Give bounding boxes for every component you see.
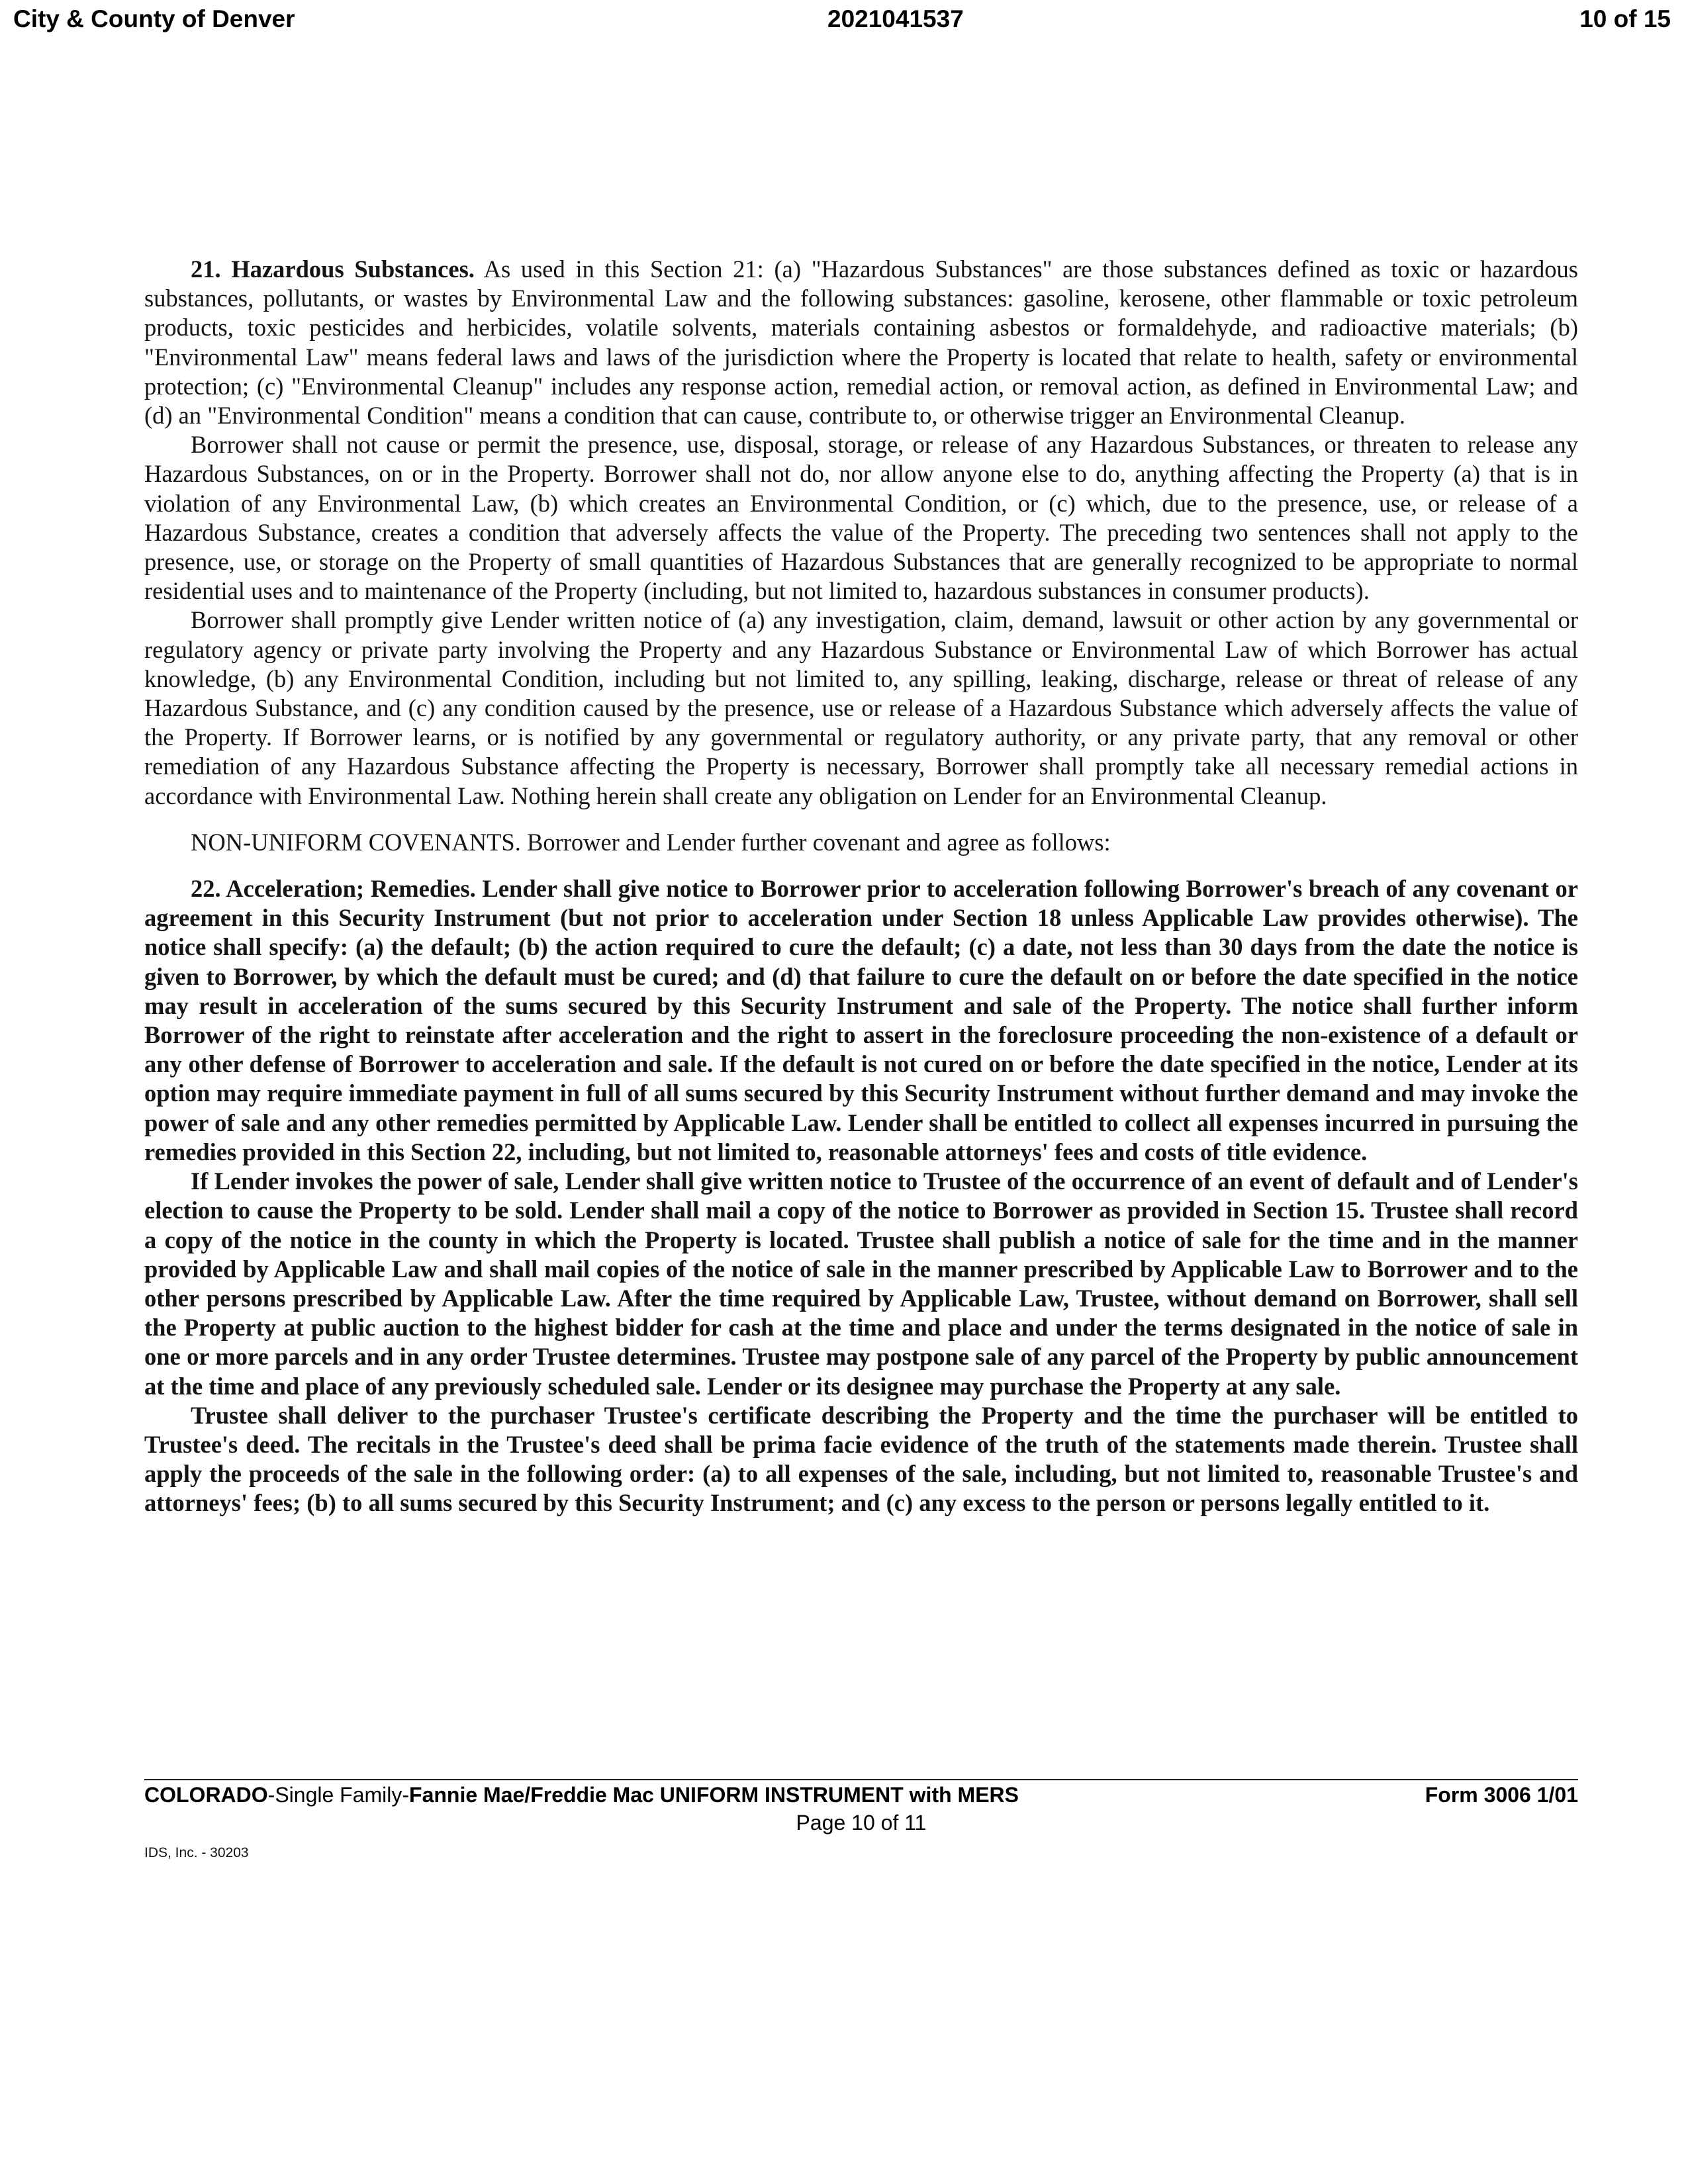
section-21-heading: 21. Hazardous Substances. [191,255,475,283]
county-name: City & County of Denver [13,5,295,32]
ids-code: IDS, Inc. - 30203 [144,1845,249,1860]
non-uniform-covenants: NON-UNIFORM COVENANTS. Borrower and Lender further covenant and agree as follows: [191,828,1111,856]
footer-type: -Single Family- [267,1783,410,1807]
recording-header [0,0,1688,40]
page-number: Page 10 of 11 [796,1811,927,1835]
section-21-text: As used in this Section 21: (a) "Hazardous Substances" are those substances defined as toxic or hazardous substances, pollutants, or wastes by Environmental Law and the following substances: gasoline, kerosene, other flammable or toxic petroleum products, toxic pesticides and herbicides, volatile solvents, materials containing asbestos or formaldehyde, and radioactive materials; (b) "Environmental Law" means federal laws and laws of the jurisdiction where the Property is located that relate to health, safety or environmental protection; (c) "Environmental Cleanup" includes any response action, remedial action, or removal action, as defined in Environmental Law; and (d) an "Environmental Condition" means a condition that can cause, contribute to, or otherwise trigger an Environmental Cleanup. [144,255,1578,430]
recording-page-count: 10 of 15 [1579,5,1671,32]
form-footer [144,1783,1578,1843]
instrument-title [144,1783,1019,1807]
footer-divider [144,1779,1578,1780]
form-number: Form 3006 1/01 [1425,1783,1578,1807]
reception-number: 2021041537 [827,5,964,32]
section-22-paragraph-2: If Lender invokes the power of sale, Lender shall give written notice to Trustee of the occurrence of an event of default and of Lender's election to cause the Property to be sold. Lender shall mail a copy of the notice to Borrower as provided in Section 15. Trustee shall record a copy of the notice in the county in which the Property is located. Trustee shall publish a notice of sale for the time and in the manner provided by Applicable Law and shall mail copies of the notice of sale in the manner prescribed by Applicable Law to Borrower and to the other persons prescribed by Applicable Law. After the time required by Applicable Law, Trustee, without demand on Borrower, shall sell the Property at public auction to the highest bidder for cash at the time and place and under the terms designated in the notice of sale in one or more parcels and in any order Trustee determines. Trustee may postpone sale of any parcel of the Property by public announcement at the time and place of any previously scheduled sale. Lender or its designee may purchase the Property at any sale. [144,1167,1578,1400]
section-22-paragraph-1: 22. Acceleration; Remedies. Lender shall give notice to Borrower prior to acceleration following Borrower's breach of any covenant or agreement in this Security Instrument (but not prior to acceleration under Section 18 unless Applicable Law provides otherwise). The notice shall specify: (a) the default; (b) the action required to cure the default; (c) a date, not less than 30 days from the date the notice is given to Borrower, by which the default must be cured; and (d) that failure to cure the default on or before the date specified in the notice may result in acceleration of the sums secured by this Security Instrument and sale of the Property. The notice shall further inform Borrower of the right to reinstate after acceleration and the right to assert in the foreclosure proceeding the non-existence of a default or any other defense of Borrower to acceleration and sale. If the default is not cured on or before the date specified in the notice, Lender at its option may require immediate payment in full of all sums secured by this Security Instrument without further demand and may invoke the power of sale and any other remedies permitted by Applicable Law. Lender shall be entitled to collect all expenses incurred in pursuing the remedies provided in this Section 22, including, but not limited to, reasonable attorneys' fees and costs of title evidence. [144,875,1578,1165]
section-22-paragraph-3: Trustee shall deliver to the purchaser Trustee's certificate describing the Property and the time the purchaser will be entitled to Trustee's deed. The recitals in the Trustee's deed shall be prima facie evidence of the truth of the statements made therein. Trustee shall apply the proceeds of the sale in the following order: (a) to all expenses of the sale, including, but not limited to, reasonable Trustee's and attorneys' fees; (b) to all sums secured by this Security Instrument; and (c) any excess to the person or persons legally entitled to it. [144,1401,1578,1517]
document-body [144,255,1578,1518]
section-21-paragraph-2: Borrower shall not cause or permit the presence, use, disposal, storage, or release of any Hazardous Substances, or threaten to release any Hazardous Substances, on or in the Property. Borrower shall not do, nor allow anyone else to do, anything affecting the Property (a) that is in violation of any Environmental Law, (b) which creates an Environmental Condition, or (c) which, due to the presence, use, or release of a Hazardous Substance, creates a condition that adversely affects the value of the Property. The preceding two sentences shall not apply to the presence, use, or storage on the Property of small quantities of Hazardous Substances that are generally recognized to be appropriate to normal residential uses and to maintenance of the Property (including, but not limited to, hazardous substances in consumer products). [144,431,1578,605]
footer-instrument: Fannie Mae/Freddie Mac UNIFORM INSTRUMENT with MERS [409,1783,1019,1807]
footer-state: COLORADO [144,1783,268,1807]
section-21-paragraph-3: Borrower shall promptly give Lender written notice of (a) any investigation, claim, demand, lawsuit or other action by any governmental or regulatory agency or private party involving the Property and any Hazardous Substance or Environmental Law of which Borrower has actual knowledge, (b) any Environmental Condition, including but not limited to, any spilling, leaking, discharge, release or threat of release of any Hazardous Substance, and (c) any condition caused by the presence, use or release of a Hazardous Substance which adversely affects the value of the Property. If Borrower learns, or is notified by any governmental or regulatory authority, or any private party, that any removal or other remediation of any Hazardous Substance affecting the Property is necessary, Borrower shall promptly take all necessary remedial actions in accordance with Environmental Law. Nothing herein shall create any obligation on Lender for an Environmental Cleanup. [144,606,1578,809]
section-21-paragraph-1 [144,255,1578,430]
